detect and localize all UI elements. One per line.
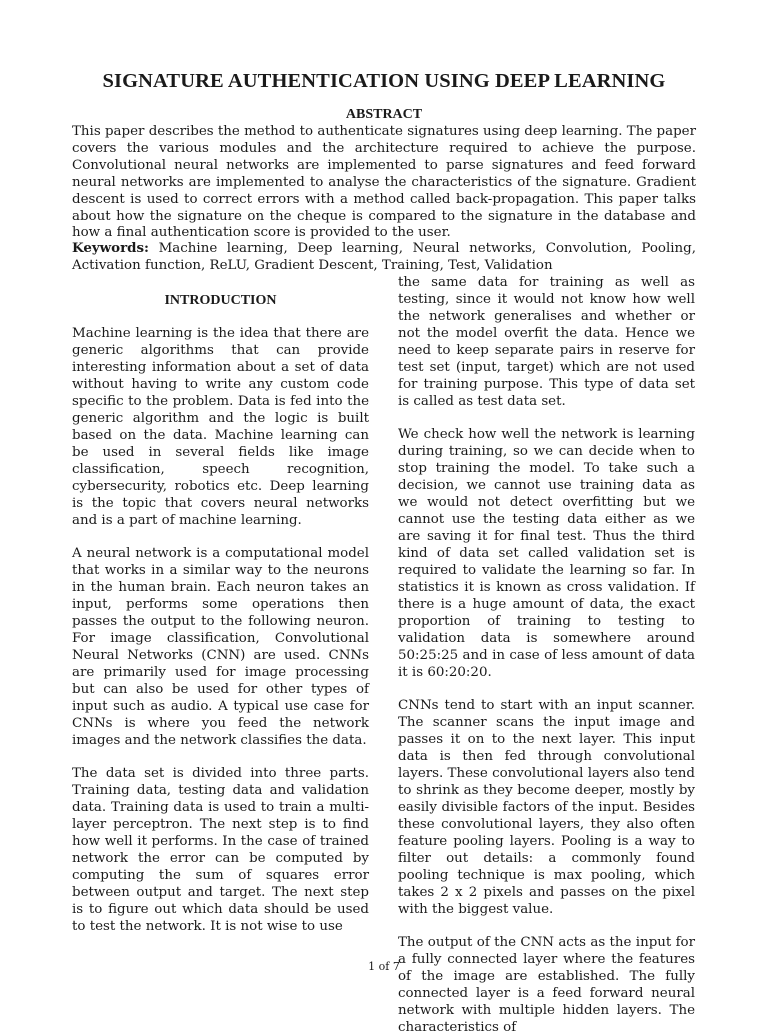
keywords bbox=[72, 240, 696, 274]
keywords-label: Keywords: bbox=[72, 240, 150, 256]
body-paragraph: The data set is divided into three parts. Training data, testing data and validation data. Training data is used to train a multi-layer perceptron. The next step is to find how well it performs. In the case of trained network the error can be computed by computing the sum of squares error between output and target. The next step is to figure out which data should be used to test the network. It is not wise to use bbox=[72, 766, 369, 934]
body-paragraph: the same data for training as well as testing, since it would not know how well the network generalises and whether or not the model overfit the data. Hence we need to keep separate pairs in reserve for test set (input, target) which are not used for training purpose. This type of data set is called as test data set. bbox=[398, 275, 695, 409]
abstract-heading: ABSTRACT bbox=[345, 107, 423, 122]
body-paragraph: CNNs tend to start with an input scanner. The scanner scans the input image and passes it on to the next layer. This input data is then fed through convolutional layers. These convolutional layers also tend to shrink as they become deeper, mostly by easily divisible factors of the input. Besides these convolutional layers, they also often feature pooling layers. Pooling is a way to filter out details: a commonly found pooling technique is max pooling, which takes 2 x 2 pixels and passes on the pixel with the biggest value. bbox=[398, 698, 695, 917]
keywords-text: Machine learning, Deep learning, Neural networks, Convolution, Pooling, Activation function, ReLU, Gradient Descent, Training, Test, Validation bbox=[72, 241, 696, 273]
introduction-heading: INTRODUCTION bbox=[164, 293, 277, 308]
body-paragraph: We check how well the network is learning during training, so we can decide when to stop training the model. To take such a decision, we cannot use training data as we would not detect overfitting but we cannot use the testing data either as we are saving it for final test. Thus the third kind of data set called validation set is required to validate the learning so far. In statistics it is known as cross validation. If there is a huge amount of data, the exact proportion of training to testing to validation data is somewhere around 50:25:25 and in case of less amount of data it is 60:20:20. bbox=[398, 427, 695, 680]
left-column bbox=[72, 292, 369, 935]
right-column bbox=[398, 274, 695, 1036]
abstract-body: This paper describes the method to authenticate signatures using deep learning. The paper covers the various modules and the architecture required to achieve the purpose. Convolutional neural networks are implemented to parse signatures and feed forward neural networks are implemented to analyse the characteristics of the signature. Gradient descent is used to correct errors with a method called back-propagation. This paper talks about how the signature on the cheque is compared to the signature in the database and how a final authentication score is provided to the user. bbox=[72, 124, 696, 241]
page-indicator: 1 of 7 bbox=[368, 960, 400, 973]
body-paragraph: A neural network is a computational model that works in a similar way to the neurons in the human brain. Each neuron takes an input, performs some operations then passes the output to the following neuron. For image classification, Convolutional Neural Networks (CNN) are used. CNNs are primarily used for image processing but can also be used for other types of input such as audio. A typical use case for CNNs is where you feed the network images and the network classifies the data. bbox=[72, 546, 369, 748]
body-paragraph: The output of the CNN acts as the input for a fully connected layer where the features of the image are established. The fully connected layer is a feed forward neural network with multiple hidden layers. The characteristics of bbox=[398, 935, 695, 1035]
body-paragraph: Machine learning is the idea that there are generic algorithms that can provide interesting information about a set of data without having to write any custom code specific to the problem. Data is fed into the generic algorithm and the logic is built based on the data. Machine learning can be used in several fields like image classification, speech recognition, cybersecurity, robotics etc. Deep learning is the topic that covers neural networks and is a part of machine learning. bbox=[72, 326, 369, 528]
paper-title: SIGNATURE AUTHENTICATION USING DEEP LEARNING bbox=[102, 70, 666, 92]
